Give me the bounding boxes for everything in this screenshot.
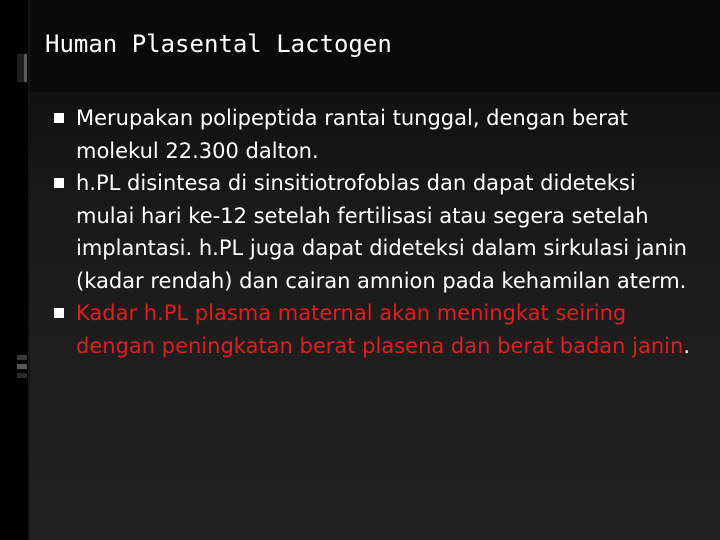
bullet-item-highlighted	[50, 297, 700, 362]
square-bullet-icon	[54, 178, 64, 188]
square-bullet-icon	[54, 113, 64, 123]
bullet-text: h.PL disintesa di sinsitiotrofoblas dan dapat dideteksi mulai hari ke-12 setelah fertilisasi atau segera setelah implantasi. h.PL juga dapat dideteksi dalam sirkulasi janin (kadar rendah) dan cairan amnion pada kehamilan aterm.	[76, 171, 687, 293]
bullet-item	[50, 102, 700, 167]
bullet-text: Merupakan polipeptida rantai tunggal, dengan berat molekul 22.300 dalton.	[76, 106, 628, 163]
bullet-item	[50, 167, 700, 297]
accent-bar	[17, 364, 27, 369]
accent-bar	[17, 373, 27, 378]
decorative-accent-stack	[17, 355, 27, 382]
square-bullet-icon	[54, 308, 64, 318]
bullet-trailing-period: .	[683, 333, 691, 358]
slide-title: Human Plasental Lactogen	[45, 30, 392, 58]
accent-bar	[17, 355, 27, 360]
slide-body	[50, 102, 700, 362]
left-divider-line	[28, 0, 30, 540]
title-accent-block	[17, 54, 27, 82]
bullet-text-highlighted: Kadar h.PL plasma maternal akan meningkat seiring dengan peningkatan berat plasena dan berat badan janin	[76, 301, 684, 358]
